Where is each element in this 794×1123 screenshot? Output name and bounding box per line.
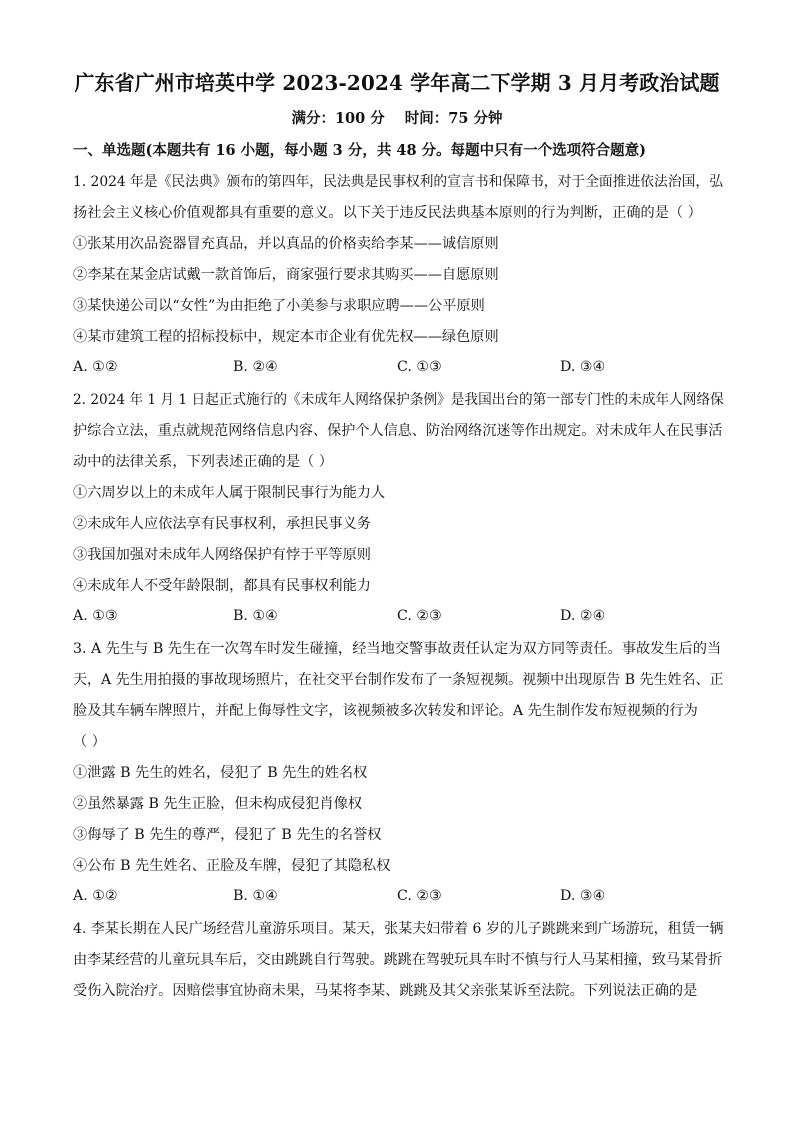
option-a[interactable]: A. ①②: [73, 888, 118, 904]
section-heading: 一、单选题(本题共有 16 小题，每小题 3 分，共 48 分。每题中只有一个选项符合题意): [73, 142, 646, 159]
option-d[interactable]: D. ②④: [560, 608, 606, 624]
question-3-stem-line: 天，A 先生用拍摄的事故现场照片，在社交平台制作发布了一条短视频。视频中出现原告 B 先生姓名、正: [73, 672, 724, 688]
exam-info: [0, 107, 794, 128]
question-3-stem-line: （ ）: [73, 734, 106, 750]
page-title: 广东省广州市培英中学 2023-2024 学年高二下学期 3 月月考政治试题: [74, 71, 720, 95]
question-4-stem-line: 由李某经营的儿童玩具车后，交由跳跳自行驾驶。跳跳在驾驶玩具车时不慎与行人马某相撞，致马某骨折: [73, 952, 723, 968]
option-c[interactable]: C. ①③: [397, 359, 442, 375]
question-3-stem-line: 脸及其车辆车牌照片，并配上侮辱性文字，该视频被多次转发和评论。A 先生制作发布短视频的行为: [73, 703, 698, 719]
question-1-item: ③某快递公司以“女性”为由拒绝了小美参与求职应聘——公平原则: [73, 298, 485, 314]
question-1-stem-line: 扬社会主义核心价值观都具有重要的意义。以下关于违反民法典基本原则的行为判断，正确的是（ ）: [73, 205, 702, 221]
question-2-item: ④未成年人不受年龄限制，都具有民事权利能力: [73, 578, 371, 594]
question-1-item: ①张某用次品瓷器冒充真品，并以真品的价格卖给李某——诚信原则: [73, 236, 499, 252]
question-1-options: [73, 359, 723, 377]
option-d[interactable]: D. ③④: [560, 359, 606, 375]
question-2-stem-line: 护综合立法，重点就规范网络信息内容、保护个人信息、防治网络沉迷等作出规定。对未成年人在民事活: [73, 423, 723, 439]
option-b[interactable]: B. ①④: [233, 608, 278, 624]
question-2-options: [73, 608, 723, 626]
question-1-item: ④某市建筑工程的招标投标中，规定本市企业有优先权——绿色原则: [73, 329, 499, 345]
exam-time: 时间：75 分钟: [404, 110, 503, 127]
question-3-item: ②虽然暴露 B 先生正脸，但未构成侵犯肖像权: [73, 796, 363, 812]
question-1-stem-line: 1. 2024 年是《民法典》颁布的第四年，民法典是民事权利的宣言书和保障书，对于全面推进依法治国，弘: [73, 174, 724, 190]
question-3-item: ④公布 B 先生姓名、正脸及车牌，侵犯了其隐私权: [73, 858, 391, 874]
question-1-item: ②李某在某金店试戴一款首饰后，商家强行要求其购买——自愿原则: [73, 267, 499, 283]
option-b[interactable]: B. ②④: [233, 359, 278, 375]
option-c[interactable]: C. ②③: [397, 888, 442, 904]
question-2-item: ③我国加强对未成年人网络保护有悖于平等原则: [73, 547, 371, 563]
option-a[interactable]: A. ①②: [73, 359, 118, 375]
option-a[interactable]: A. ①③: [73, 608, 118, 624]
question-2-stem-line: 动中的法律关系，下列表述正确的是（ ）: [73, 454, 333, 470]
full-score: 满分：100 分: [291, 110, 385, 127]
question-3-item: ①泄露 B 先生的姓名，侵犯了 B 先生的姓名权: [73, 765, 368, 781]
option-d[interactable]: D. ③④: [560, 888, 606, 904]
question-2-stem-line: 2. 2024 年 1 月 1 日起正式施行的《未成年人网络保护条例》是我国出台的第一部专门性的未成年人网络保: [73, 392, 724, 408]
option-b[interactable]: B. ①④: [233, 888, 278, 904]
question-3-stem-line: 3. A 先生与 B 先生在一次驾车时发生碰撞，经当地交警事故责任认定为双方同等责任。事故发生后的当: [73, 641, 722, 657]
question-4-stem-line: 4. 李某长期在人民广场经营儿童游乐项目。某天，张某夫妇带着 6 岁的儿子跳跳来到广场游玩，租赁一辆: [73, 921, 724, 937]
question-3-options: [73, 888, 723, 906]
question-4-stem-line: 受伤入院治疗。因赔偿事宜协商未果，马某将李某、跳跳及其父亲张某诉至法院。下列说法正确的是: [73, 983, 698, 999]
question-3-item: ③侮辱了 B 先生的尊严，侵犯了 B 先生的名誉权: [73, 827, 382, 843]
question-2-item: ②未成年人应依法享有民事权利，承担民事义务: [73, 516, 371, 532]
option-c[interactable]: C. ②③: [397, 608, 442, 624]
question-2-item: ①六周岁以上的未成年人属于限制民事行为能力人: [73, 485, 386, 501]
